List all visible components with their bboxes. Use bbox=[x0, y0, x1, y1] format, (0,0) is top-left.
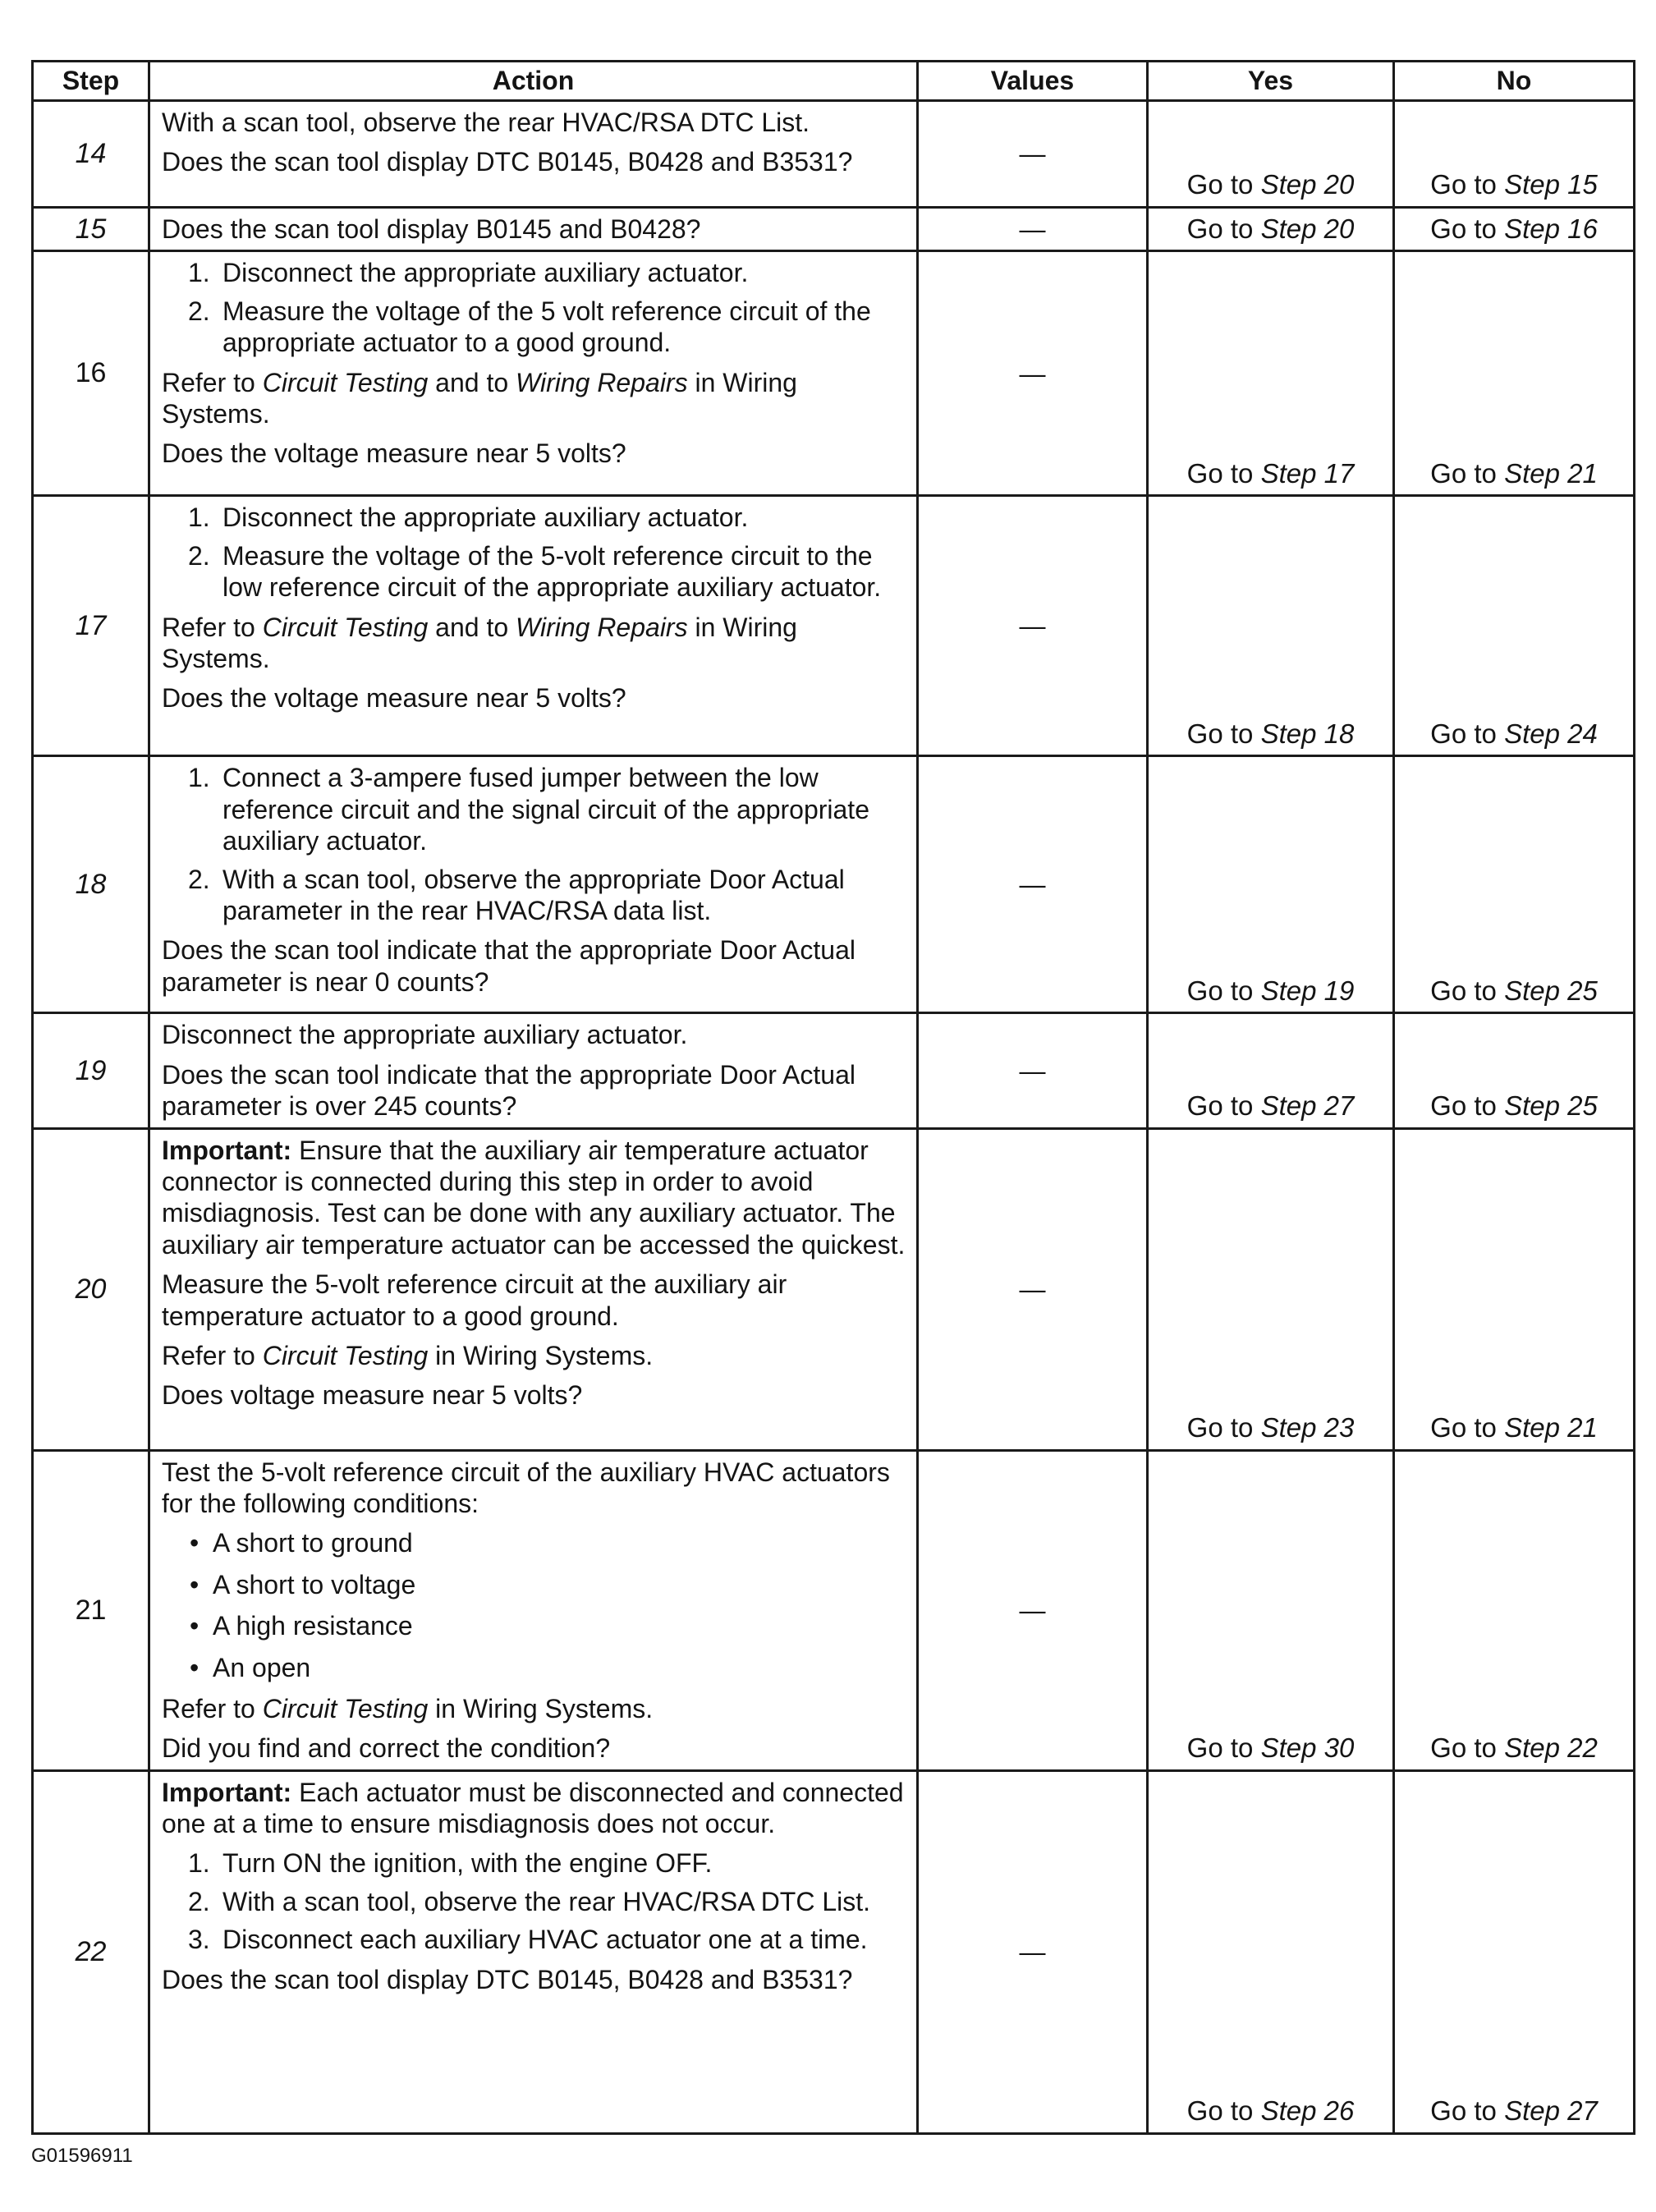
yes-cell bbox=[1148, 756, 1394, 1013]
numbered-list bbox=[162, 257, 908, 358]
goto-step-no: Step 24 bbox=[1504, 718, 1598, 749]
step-number: 18 bbox=[33, 756, 149, 1013]
ref-prefix: Refer to bbox=[162, 1693, 263, 1723]
yes-cell bbox=[1148, 101, 1394, 208]
table-row bbox=[33, 208, 1635, 251]
goto-prefix: Go to bbox=[1186, 975, 1261, 1006]
no-cell bbox=[1394, 101, 1635, 208]
yes-cell bbox=[1148, 1770, 1394, 2133]
value-dash: — bbox=[1019, 1936, 1046, 1966]
values-cell bbox=[918, 496, 1148, 756]
goto-step-no: Step 16 bbox=[1504, 213, 1598, 244]
list-item bbox=[162, 1847, 908, 1879]
list-number: 1. bbox=[188, 258, 210, 288]
list-item bbox=[162, 1886, 908, 1917]
yes-cell bbox=[1148, 1128, 1394, 1450]
action-text: Does voltage measure near 5 volts? bbox=[162, 1380, 583, 1411]
header-no: No bbox=[1394, 62, 1635, 101]
goto-prefix: Go to bbox=[1186, 1411, 1261, 1443]
no-cell bbox=[1394, 1013, 1635, 1128]
goto-prefix: Go to bbox=[1430, 1090, 1505, 1121]
table-row bbox=[33, 1770, 1635, 2133]
value-dash: — bbox=[1019, 870, 1046, 900]
yes-cell bbox=[1148, 1013, 1394, 1128]
values-cell bbox=[918, 1450, 1148, 1770]
yes-cell bbox=[1148, 1450, 1394, 1770]
value-dash: — bbox=[1019, 1274, 1046, 1304]
step-number: 21 bbox=[33, 1450, 149, 1770]
goto-step-yes: Step 26 bbox=[1260, 2095, 1355, 2127]
goto-step-no: Step 15 bbox=[1504, 169, 1598, 200]
no-cell bbox=[1394, 1128, 1635, 1450]
list-item bbox=[162, 296, 908, 359]
table-body bbox=[33, 101, 1635, 2134]
step-number: 19 bbox=[33, 1013, 149, 1128]
ref-suffix: in Wiring Systems. bbox=[162, 367, 797, 429]
header-yes: Yes bbox=[1148, 62, 1394, 101]
goto-prefix: Go to bbox=[1430, 1732, 1505, 1764]
action-cell bbox=[149, 1450, 918, 1770]
action-cell bbox=[149, 251, 918, 496]
ref-wiring-repairs: Wiring Repairs bbox=[516, 367, 688, 397]
list-item-text: Disconnect the appropriate auxiliary actuator. bbox=[222, 503, 749, 533]
goto-prefix: Go to bbox=[1186, 1732, 1261, 1764]
figure-id: G01596911 bbox=[31, 2145, 133, 2167]
goto-step-yes: Step 27 bbox=[1260, 1090, 1355, 1121]
step-number: 22 bbox=[33, 1770, 149, 2133]
ref-prefix: Refer to bbox=[162, 367, 263, 397]
ref-suffix: in Wiring Systems. bbox=[428, 1693, 654, 1723]
goto-prefix: Go to bbox=[1430, 213, 1505, 244]
yes-cell bbox=[1148, 251, 1394, 496]
no-cell bbox=[1394, 1450, 1635, 1770]
numbered-list bbox=[162, 762, 908, 926]
table-row bbox=[33, 1013, 1635, 1128]
list-number: 1. bbox=[188, 503, 210, 533]
important-label: Important: bbox=[162, 1135, 292, 1165]
action-text: Does the scan tool display DTC B0145, B0428 and B3531? bbox=[162, 147, 853, 177]
action-text: Did you find and correct the condition? bbox=[162, 1733, 611, 1764]
action-cell bbox=[149, 1128, 918, 1450]
list-item bbox=[162, 762, 908, 856]
header-action: Action bbox=[149, 62, 918, 101]
value-dash: — bbox=[1019, 358, 1046, 388]
numbered-list bbox=[162, 1847, 908, 1955]
action-text: Measure the 5-volt reference circuit at the auxiliary air temperature actuator to a good ground. bbox=[162, 1269, 787, 1331]
goto-prefix: Go to bbox=[1430, 169, 1505, 200]
list-number: 1. bbox=[188, 1848, 210, 1879]
step-number: 17 bbox=[33, 496, 149, 756]
diagnostic-table bbox=[31, 60, 1635, 2135]
action-cell bbox=[149, 496, 918, 756]
action-text: Does the voltage measure near 5 volts? bbox=[162, 683, 626, 714]
action-cell bbox=[149, 756, 918, 1013]
table-row bbox=[33, 251, 1635, 496]
ref-suffix: in Wiring Systems. bbox=[162, 612, 797, 673]
yes-cell bbox=[1148, 496, 1394, 756]
important-label: Important: bbox=[162, 1777, 292, 1807]
value-dash: — bbox=[1019, 1055, 1046, 1085]
list-item bbox=[162, 257, 908, 288]
table-row bbox=[33, 756, 1635, 1013]
reference-text bbox=[162, 612, 908, 675]
no-cell bbox=[1394, 756, 1635, 1013]
ref-circuit-testing: Circuit Testing bbox=[262, 612, 429, 642]
list-number: 3. bbox=[188, 1925, 210, 1955]
goto-step-yes: Step 20 bbox=[1260, 213, 1355, 244]
reference-text bbox=[162, 1340, 908, 1371]
list-number: 1. bbox=[188, 763, 210, 793]
yes-cell bbox=[1148, 208, 1394, 251]
table-row bbox=[33, 101, 1635, 208]
goto-prefix: Go to bbox=[1430, 2095, 1505, 2127]
important-note bbox=[162, 1135, 908, 1261]
no-cell bbox=[1394, 208, 1635, 251]
values-cell bbox=[918, 1128, 1148, 1450]
ref-circuit-testing: Circuit Testing bbox=[262, 367, 429, 397]
list-number: 2. bbox=[188, 296, 210, 326]
list-number: 2. bbox=[188, 540, 210, 571]
goto-prefix: Go to bbox=[1430, 1411, 1505, 1443]
values-cell bbox=[918, 208, 1148, 251]
ref-and: and to bbox=[428, 367, 516, 397]
goto-step-yes: Step 19 bbox=[1260, 975, 1355, 1006]
values-cell bbox=[918, 756, 1148, 1013]
ref-circuit-testing: Circuit Testing bbox=[262, 1693, 429, 1723]
goto-step-no: Step 21 bbox=[1504, 457, 1598, 489]
important-text: Each actuator must be disconnected and connected one at a time to ensure misdiagnosis does not occur. bbox=[162, 1777, 904, 1839]
step-number: 16 bbox=[33, 251, 149, 496]
action-text: Does the scan tool display B0145 and B0428? bbox=[162, 214, 701, 244]
goto-step-no: Step 27 bbox=[1504, 2095, 1598, 2127]
goto-step-no: Step 25 bbox=[1504, 975, 1598, 1006]
action-text: Does the scan tool indicate that the appropriate Door Actual parameter is near 0 counts? bbox=[162, 935, 856, 997]
numbered-list bbox=[162, 502, 908, 603]
goto-prefix: Go to bbox=[1186, 2095, 1261, 2127]
header-row bbox=[33, 62, 1635, 101]
bullet-item: • A high resistance bbox=[162, 1610, 908, 1641]
no-cell bbox=[1394, 496, 1635, 756]
step-number: 20 bbox=[33, 1128, 149, 1450]
table-row bbox=[33, 1450, 1635, 1770]
action-cell bbox=[149, 101, 918, 208]
value-dash: — bbox=[1019, 139, 1046, 169]
ref-suffix: in Wiring Systems. bbox=[428, 1340, 654, 1370]
action-cell bbox=[149, 1770, 918, 2133]
goto-prefix: Go to bbox=[1430, 718, 1505, 749]
list-item bbox=[162, 540, 908, 603]
ref-wiring-repairs: Wiring Repairs bbox=[516, 612, 688, 642]
values-cell bbox=[918, 1770, 1148, 2133]
no-cell bbox=[1394, 1770, 1635, 2133]
goto-prefix: Go to bbox=[1186, 213, 1261, 244]
reference-text bbox=[162, 367, 908, 430]
ref-circuit-testing: Circuit Testing bbox=[262, 1340, 429, 1370]
goto-step-yes: Step 18 bbox=[1260, 718, 1355, 749]
step-number: 15 bbox=[33, 208, 149, 251]
reference-text bbox=[162, 1693, 908, 1724]
goto-prefix: Go to bbox=[1430, 975, 1505, 1006]
action-cell bbox=[149, 208, 918, 251]
action-text: Does the scan tool indicate that the appropriate Door Actual parameter is over 245 counts? bbox=[162, 1059, 856, 1122]
values-cell bbox=[918, 251, 1148, 496]
important-text: Ensure that the auxiliary air temperature actuator connector is connected during this step in order to avoid misdiagnosis. Test can be done with any auxiliary actuator. The auxiliary air temperature actuator can be accessed the quickest. bbox=[162, 1135, 906, 1260]
bullet-item: • An open bbox=[162, 1652, 908, 1683]
value-dash: — bbox=[1019, 611, 1046, 641]
ref-and: and to bbox=[428, 612, 516, 642]
list-item-text: Disconnect each auxiliary HVAC actuator one at a time. bbox=[222, 1925, 868, 1955]
list-item bbox=[162, 502, 908, 533]
goto-step-no: Step 21 bbox=[1504, 1411, 1598, 1443]
list-number: 2. bbox=[188, 1886, 210, 1916]
bullet-item: • A short to voltage bbox=[162, 1569, 908, 1600]
goto-prefix: Go to bbox=[1186, 169, 1261, 200]
action-text: With a scan tool, observe the rear HVAC/RSA DTC List. bbox=[162, 108, 810, 137]
list-item-text: With a scan tool, observe the appropriate Door Actual parameter in the rear HVAC/RSA data list. bbox=[222, 864, 845, 925]
header-step: Step bbox=[33, 62, 149, 101]
value-dash: — bbox=[1019, 214, 1046, 244]
list-number: 2. bbox=[188, 864, 210, 894]
ref-prefix: Refer to bbox=[162, 1340, 263, 1370]
table-row bbox=[33, 496, 1635, 756]
list-item bbox=[162, 864, 908, 927]
ref-prefix: Refer to bbox=[162, 612, 263, 642]
goto-step-yes: Step 23 bbox=[1260, 1411, 1355, 1443]
bullet-list bbox=[162, 1527, 908, 1683]
goto-step-no: Step 22 bbox=[1504, 1732, 1598, 1764]
action-text: Test the 5-volt reference circuit of the auxiliary HVAC actuators for the following conditions: bbox=[162, 1457, 890, 1518]
action-text: Disconnect the appropriate auxiliary actuator. bbox=[162, 1020, 688, 1050]
goto-prefix: Go to bbox=[1430, 457, 1505, 489]
list-item-text: Disconnect the appropriate auxiliary actuator. bbox=[222, 258, 749, 288]
action-cell bbox=[149, 1013, 918, 1128]
bullet-item: • A short to ground bbox=[162, 1527, 908, 1558]
list-item-text: Measure the voltage of the 5 volt reference circuit of the appropriate actuator to a good ground. bbox=[222, 296, 871, 358]
list-item-text: Turn ON the ignition, with the engine OFF. bbox=[222, 1848, 713, 1879]
action-text: Does the voltage measure near 5 volts? bbox=[162, 438, 626, 469]
important-note bbox=[162, 1777, 908, 1840]
goto-prefix: Go to bbox=[1186, 457, 1261, 489]
table-row bbox=[33, 1128, 1635, 1450]
header-values: Values bbox=[918, 62, 1148, 101]
values-cell bbox=[918, 101, 1148, 208]
action-text: Does the scan tool display DTC B0145, B0428 and B3531? bbox=[162, 1964, 853, 1994]
step-number: 14 bbox=[33, 101, 149, 208]
list-item-text: With a scan tool, observe the rear HVAC/RSA DTC List. bbox=[222, 1886, 871, 1916]
goto-step-no: Step 25 bbox=[1504, 1090, 1598, 1121]
no-cell bbox=[1394, 251, 1635, 496]
list-item-text: Connect a 3-ampere fused jumper between the low reference circuit and the signal circuit of the appropriate auxiliary actuator. bbox=[222, 763, 869, 856]
value-dash: — bbox=[1019, 1595, 1046, 1625]
list-item bbox=[162, 1924, 908, 1955]
goto-prefix: Go to bbox=[1186, 718, 1261, 749]
goto-prefix: Go to bbox=[1186, 1090, 1261, 1121]
goto-step-yes: Step 20 bbox=[1260, 169, 1355, 200]
values-cell bbox=[918, 1013, 1148, 1128]
list-item-text: Measure the voltage of the 5-volt reference circuit to the low reference circuit of the appropriate auxiliary actuator. bbox=[222, 540, 882, 603]
goto-step-yes: Step 30 bbox=[1260, 1732, 1355, 1764]
goto-step-yes: Step 17 bbox=[1260, 457, 1355, 489]
